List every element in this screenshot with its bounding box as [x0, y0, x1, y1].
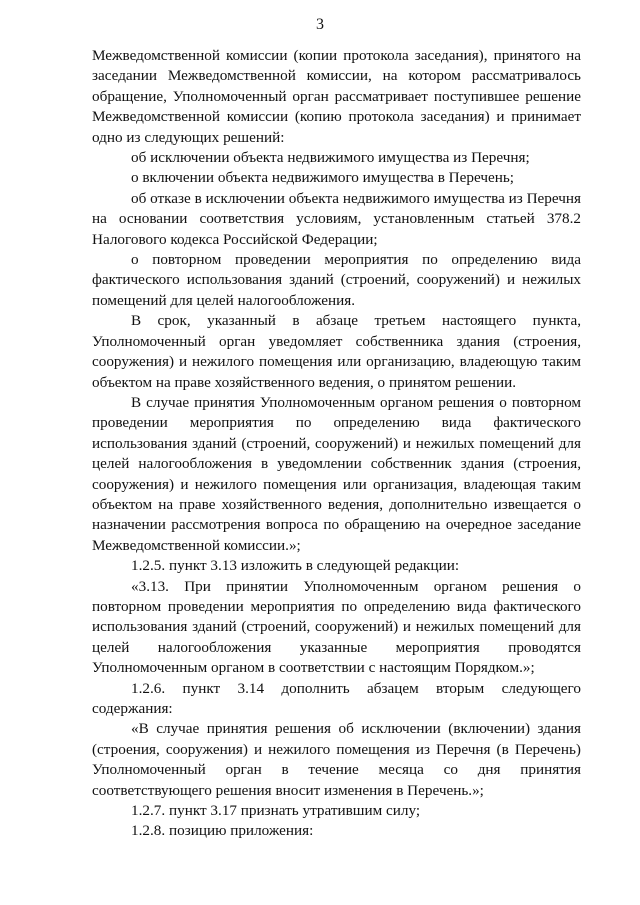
paragraph: об исключении объекта недвижимого имущества из Перечня;: [131, 149, 530, 167]
paragraph: В срок, указанный в абзаце третьем настоящего пункта, Уполномоченный орган уведомляет собственника здания (строения, сооружения) и нежилого помещения или организацию, владеющую таким объектом на праве хозяйственного ведения, о принятом решении.: [92, 312, 581, 391]
paragraph: о включении объекта недвижимого имущества в Перечень;: [131, 169, 515, 187]
paragraph: 1.2.6. пункт 3.14 дополнить абзацем вторым следующего содержания:: [92, 679, 581, 717]
paragraph: об отказе в исключении объекта недвижимого имущества из Перечня на основании соответствия условиям, установленным статьей 378.2 Налогового кодекса Российской Федерации;: [92, 189, 581, 248]
page-number: 3: [316, 16, 324, 33]
paragraph: 1.2.7. пункт 3.17 признать утратившим силу;: [131, 802, 421, 820]
paragraph: «3.13. При принятии Уполномоченным органом решения о повторном проведении мероприятия по определению вида фактического использования зданий (строений, сооружений) и нежилых помещений для целей налогообложения указанные мероприятия проводятся Уполномоченным органом в соответствии с настоящим Порядком.»;: [92, 577, 581, 677]
paragraph: 1.2.8. позицию приложения:: [131, 822, 314, 840]
paragraph: о повторном проведении мероприятия по определению вида фактического использования зданий (строений, сооружений) и нежилых помещений для целей налогообложения.: [92, 251, 581, 309]
document-body: [92, 46, 581, 842]
paragraph: «В случае принятия решения об исключении (включении) здания (строения, сооружения) и нежилого помещения из Перечня (в Перечень) Уполномоченный орган в течение месяца со дня принятия соответствующего решения вносит изменения в Перечень.»;: [92, 720, 581, 799]
paragraph: 1.2.5. пункт 3.13 изложить в следующей редакции:: [131, 557, 460, 575]
paragraph: Межведомственной комиссии (копии протокола заседания), принятого на заседании Межведомственной комиссии, на котором рассматривалось обращение, Уполномоченный орган рассматривает поступившее решение Межведомственной комиссии (копию протокола заседания) и принимает одно из следующих решений:: [92, 47, 581, 146]
paragraph: В случае принятия Уполномоченным органом решения о повторном проведении мероприятия по определению вида фактического использования зданий (строений, сооружений) и нежилых помещений для целей налогообложения в уведомлении собственник здания (строения, сооружения) и нежилого помещения или организация, владеющая таким объектом на праве хозяйственного ведения, дополнительно извещается о назначении рассмотрения вопроса по обращению на очередное заседание Межведомственной комиссии.»;: [92, 393, 581, 554]
